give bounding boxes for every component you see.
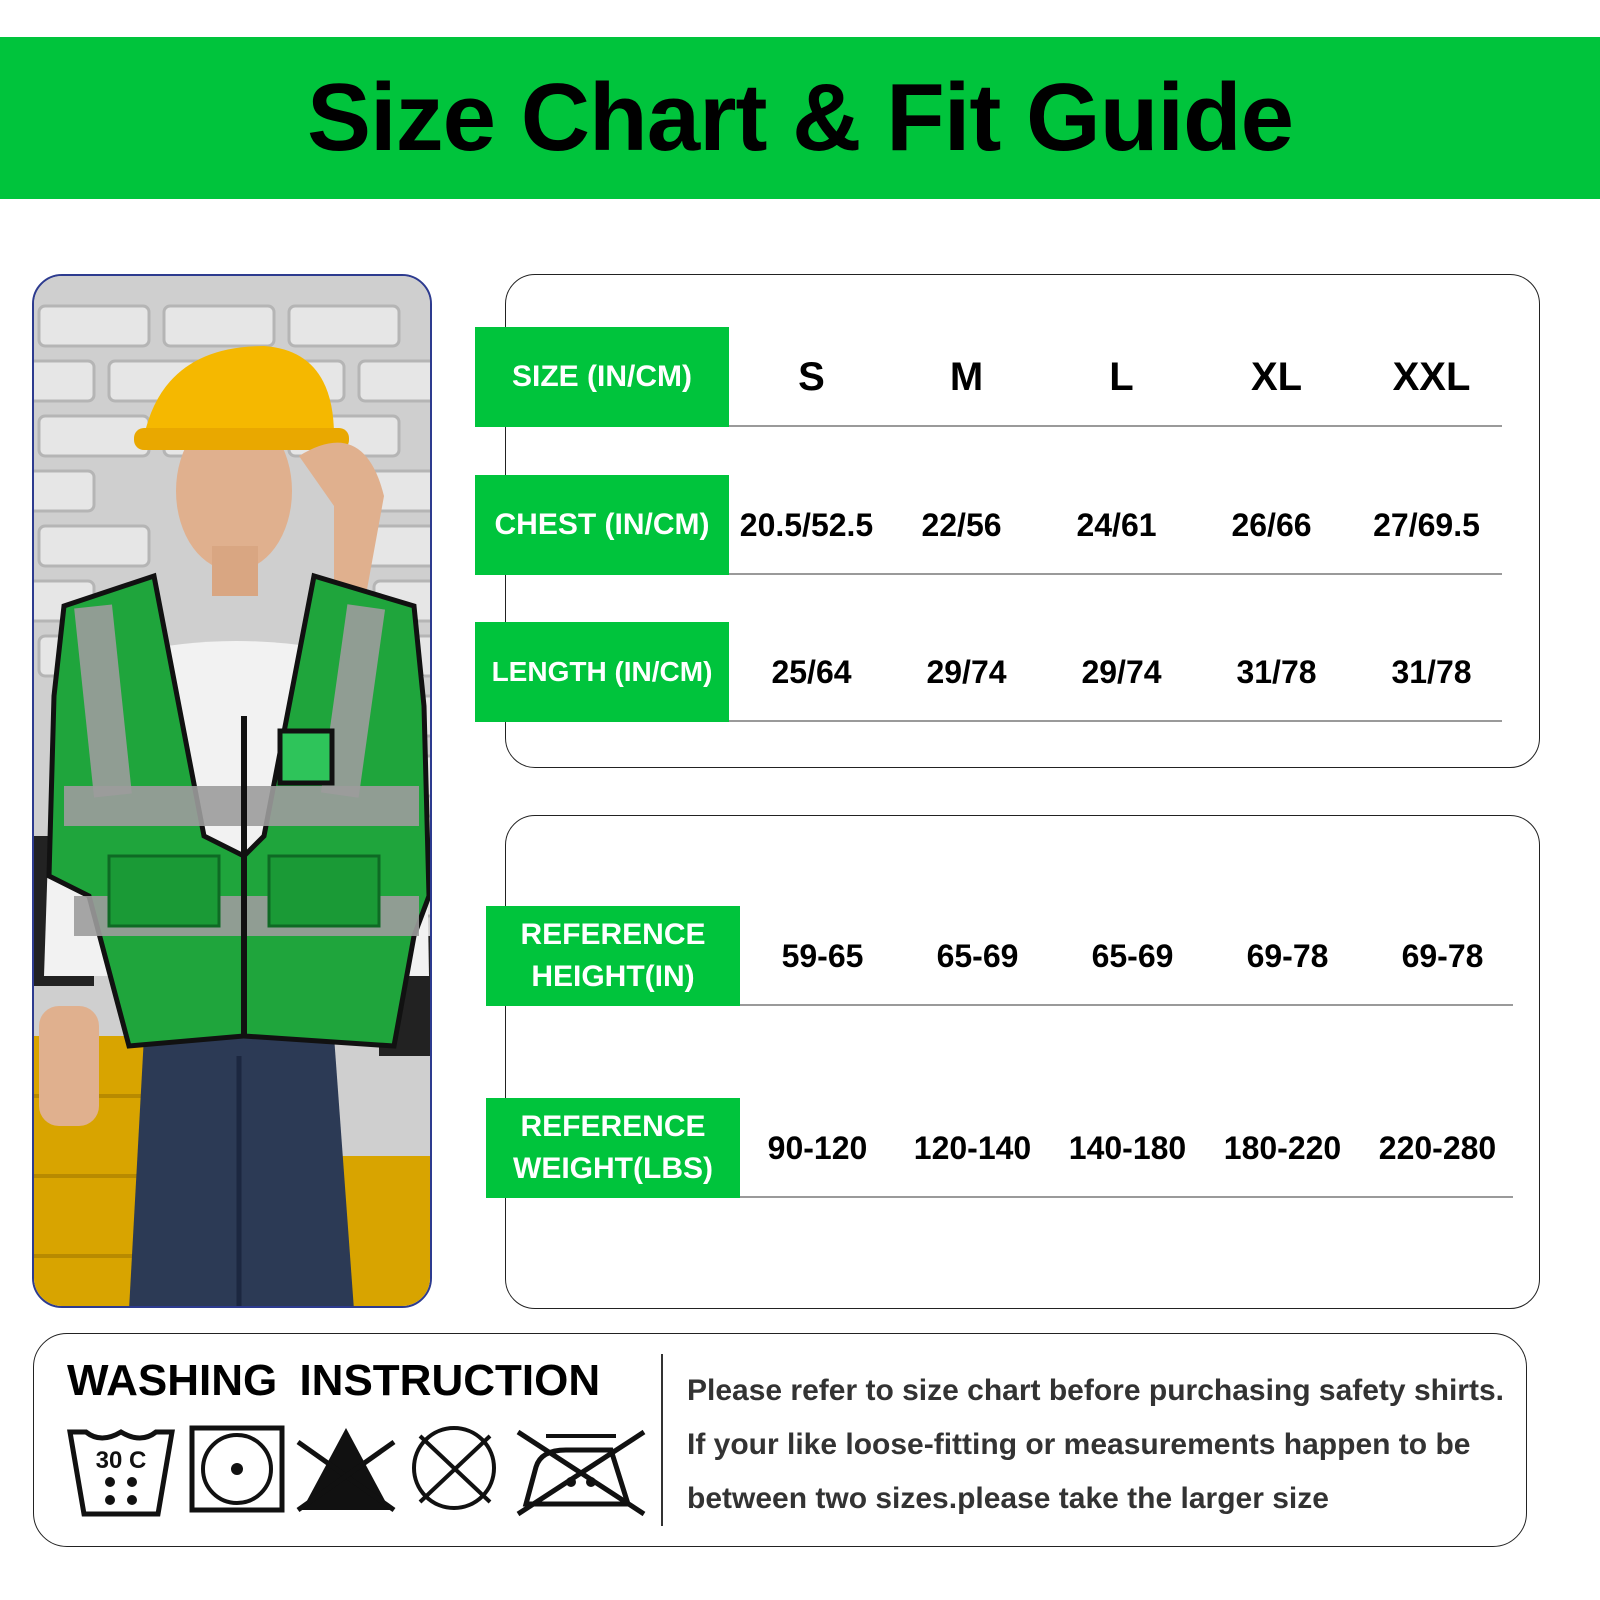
height-xl: 69-78: [1246, 937, 1329, 974]
panel-divider: [661, 1354, 663, 1526]
header-line-1: REFERENCE: [520, 1110, 706, 1143]
title-banner: [0, 37, 1600, 199]
table-row-length: [475, 622, 1502, 722]
length-xl: 31/78: [1236, 653, 1317, 690]
height-s: 59-65: [781, 937, 864, 974]
do-not-iron-icon: [516, 1422, 646, 1522]
note-line-1: Please refer to size chart before purchasing safety shirts.: [687, 1374, 1504, 1407]
height-m: 65-69: [936, 937, 1019, 974]
row-header-length: LENGTH (IN/CM): [475, 622, 729, 722]
care-icons: [66, 1422, 636, 1522]
tumble-dry-low-icon: [188, 1422, 288, 1522]
weight-xxl: 220-280: [1378, 1129, 1497, 1166]
size-m: M: [949, 354, 984, 399]
worker-illustration: [34, 276, 432, 1308]
chest-s: 20.5/52.5: [739, 506, 874, 543]
note-line-2: If your like loose-fitting or measurements happen to be: [687, 1428, 1471, 1461]
header-line-2: WEIGHT(LBS): [513, 1152, 713, 1185]
length-s: 25/64: [771, 653, 852, 690]
header-line-1: REFERENCE: [520, 918, 706, 951]
weight-xl: 180-220: [1223, 1129, 1342, 1166]
table-row-weight: [486, 1098, 1513, 1198]
do-not-dry-clean-icon: [406, 1422, 506, 1522]
washing-instruction-panel: [33, 1333, 1527, 1547]
size-l: L: [1109, 354, 1134, 399]
length-xxl: 31/78: [1391, 653, 1472, 690]
size-xl: XL: [1250, 354, 1303, 399]
length-l: 29/74: [1081, 653, 1162, 690]
length-m: 29/74: [926, 653, 1007, 690]
sizing-note: [687, 1364, 1517, 1526]
note-line-3: between two sizes.please take the larger size: [687, 1482, 1329, 1515]
chest-xl: 26/66: [1231, 506, 1312, 543]
weight-l: 140-180: [1068, 1129, 1187, 1166]
washing-title: WASHING INSTRUCTION: [67, 1356, 601, 1405]
height-xxl: 69-78: [1401, 937, 1484, 974]
size-s: S: [798, 354, 825, 399]
page-title: Size Chart & Fit Guide: [306, 64, 1294, 171]
reference-card: [505, 815, 1540, 1309]
header-line-2: HEIGHT(IN): [531, 960, 695, 993]
chest-m: 22/56: [921, 506, 1002, 543]
weight-s: 90-120: [767, 1129, 868, 1166]
table-row-height: [486, 906, 1513, 1006]
wash-30c-icon: [66, 1422, 176, 1522]
wash-temp-label: 30 C: [95, 1447, 147, 1474]
table-row-chest: [475, 475, 1502, 575]
table-row-size: [475, 327, 1502, 427]
row-header-height: [486, 906, 740, 1006]
size-xxl: XXL: [1392, 354, 1471, 399]
do-not-bleach-icon: [296, 1422, 396, 1522]
chest-xxl: 27/69.5: [1373, 506, 1480, 543]
height-l: 65-69: [1091, 937, 1174, 974]
row-header-chest: CHEST (IN/CM): [475, 475, 729, 575]
chest-l: 24/61: [1076, 506, 1157, 543]
row-header-weight: [486, 1098, 740, 1198]
model-photo: [32, 274, 432, 1308]
row-header-size: SIZE (IN/CM): [475, 327, 729, 427]
weight-m: 120-140: [913, 1129, 1032, 1166]
